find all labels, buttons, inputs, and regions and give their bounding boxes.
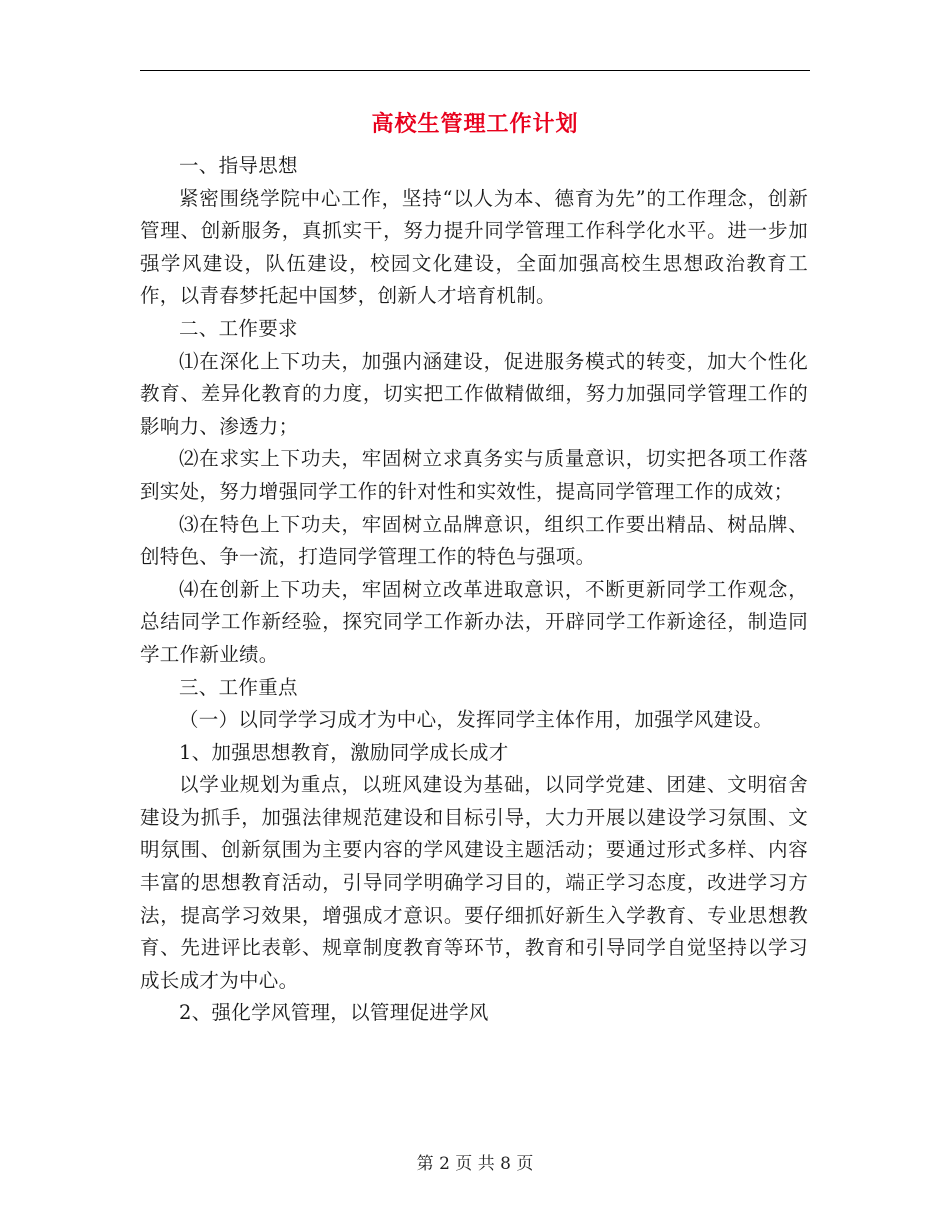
- document-title: 高校生管理工作计划: [371, 112, 579, 137]
- body-paragraph: ⑵在求实上下功夫，牢固树立求真务实与质量意识，切实把各项工作落到实处，努力增强同学工作的针对性和实效性，提高同学管理工作的成效；: [140, 447, 808, 503]
- subsection-heading: （一）以同学学习成才为中心，发挥同学主体作用，加强学风建设。: [179, 708, 774, 732]
- item-heading: 1、加强思想教育，激励同学成长成才: [179, 740, 509, 764]
- body-paragraph: 以学业规划为重点，以班风建设为基础，以同学党建、团建、文明宿舍建设为抓手，加强法律规范建设和目标引导，大力开展以建设学习氛围、文明氛围、创新氛围为主要内容的学风建设主题活动；要通过形式多样、内容丰富的思想教育活动，引导同学明确学习目的，端正学习态度，改进学习方法，提高学习效果，增强成才意识。要仔细抓好新生入学教育、专业思想教育、先进评比表彰、规章制度教育等环节，教育和引导同学自觉坚持以学习成长成才为中心。: [140, 773, 808, 992]
- document-body: [140, 150, 808, 1030]
- body-paragraph: 紧密围绕学院中心工作，坚持“以人为本、德育为先”的工作理念，创新管理、创新服务，真抓实干，努力提升同学管理工作科学化水平。进一步加强学风建设，队伍建设，校园文化建设，全面加强高校生思想政治教育工作，以青春梦托起中国梦，创新人才培育机制。: [140, 186, 808, 308]
- page-number-footer: 第 2 页 共 8 页: [416, 1154, 534, 1174]
- body-paragraph: ⑴在深化上下功夫，加强内涵建设，促进服务模式的转变，加大个性化教育、差异化教育的力度，切实把工作做精做细，努力加强同学管理工作的影响力、渗透力；: [140, 349, 808, 438]
- body-paragraph: ⑶在特色上下功夫，牢固树立品牌意识，组织工作要出精品、树品牌、创特色、争一流，打造同学管理工作的特色与强项。: [140, 512, 808, 569]
- section-heading: 二、工作要求: [179, 316, 298, 340]
- section-heading: 一、指导思想: [179, 154, 298, 177]
- section-heading: 三、工作重点: [179, 675, 298, 699]
- body-paragraph: ⑷在创新上下功夫，牢固树立改革进取意识，不断更新同学工作观念，总结同学工作新经验，探究同学工作新办法，开辟同学工作新途径，制造同学工作新业绩。: [140, 577, 808, 666]
- item-heading: 2、强化学风管理，以管理促进学风: [179, 1001, 489, 1025]
- header-rule: [140, 70, 810, 71]
